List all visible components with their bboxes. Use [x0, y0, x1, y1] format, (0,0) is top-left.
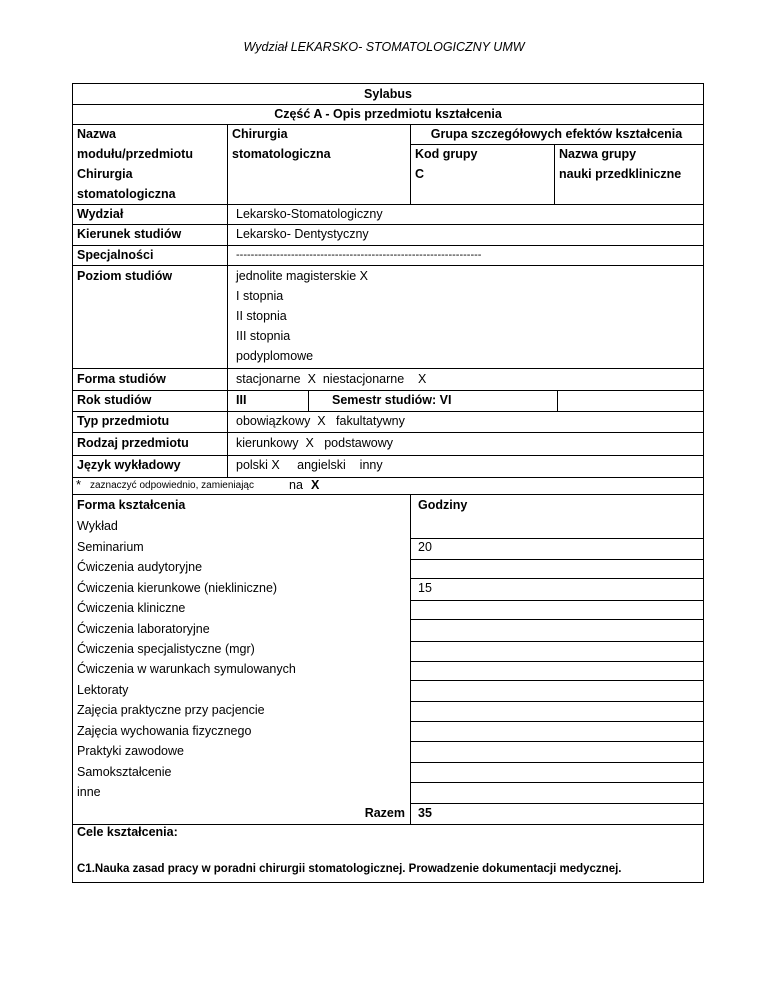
hours-row-label: Ćwiczenia w warunkach symulowanych [77, 662, 296, 676]
module-label-line-2: modułu/przedmiotu [77, 147, 193, 161]
hours-row-label: Ćwiczenia kliniczne [77, 601, 186, 615]
kierunek-value: Lekarsko- Dentystyczny [236, 227, 369, 241]
hours-row-value: 15 [418, 581, 432, 595]
cele-c1: C1.Nauka zasad pracy w poradni chirurgii stomatologicznej. Prowadzenie dokumentacji medycznej. [77, 863, 622, 875]
note-star: * [76, 477, 82, 492]
typ-value: obowiązkowy X fakultatywny [236, 414, 405, 428]
hours-row-value: 20 [418, 540, 432, 554]
hours-row-label: Seminarium [77, 540, 144, 554]
poziom-value-3: II stopnia [236, 309, 287, 323]
wydzial-label: Wydział [77, 207, 124, 221]
hours-row-label: Praktyki zawodowe [77, 744, 184, 758]
group-code-label: Kod grupy [415, 147, 478, 161]
hours-row-label: Ćwiczenia laboratoryjne [77, 622, 210, 636]
poziom-value-4: III stopnia [236, 329, 291, 343]
hours-row-label: Zajęcia praktyczne przy pacjencie [77, 703, 265, 717]
hours-row-label: Zajęcia wychowania fizycznego [77, 724, 252, 738]
specjalnosci-label: Specjalności [77, 248, 154, 262]
specjalnosci-value: ------------------------------------------------------------------- [236, 249, 482, 261]
poziom-value-5: podyplomowe [236, 349, 314, 363]
poziom-value-1: jednolite magisterskie X [236, 269, 369, 283]
hours-row-label: Ćwiczenia specjalistyczne (mgr) [77, 642, 255, 656]
total-value: 35 [418, 806, 432, 820]
jezyk-label: Język wykładowy [77, 458, 181, 472]
hours-row-label: Samokształcenie [77, 765, 172, 779]
hours-row-label: inne [77, 785, 101, 799]
semestr-value: Semestr studiów: VI [332, 393, 452, 407]
rodzaj-label: Rodzaj przedmiotu [77, 436, 189, 450]
group-name-label: Nazwa grupy [559, 147, 637, 161]
forma-label: Forma studiów [77, 372, 166, 386]
note-text: zaznaczyć odpowiednio, zamieniając [90, 480, 254, 491]
hours-row-label: Ćwiczenia kierunkowe (niekliniczne) [77, 581, 278, 595]
module-label-line-4: stomatologiczna [77, 187, 176, 201]
hours-row-label: Ćwiczenia audytoryjne [77, 560, 203, 574]
note-x: X [311, 478, 320, 492]
rok-label: Rok studiów [77, 393, 152, 407]
poziom-label: Poziom studiów [77, 269, 173, 283]
module-label-line-1: Nazwa [77, 127, 116, 141]
table-title: Sylabus [364, 87, 412, 101]
document-header: Wydział LEKARSKO- STOMATOLOGICZNY UMW [243, 40, 525, 54]
typ-label: Typ przedmiotu [77, 414, 170, 428]
hours-row-label: Wykład [77, 519, 118, 533]
forma-value: stacjonarne X niestacjonarne X [236, 372, 427, 386]
hours-header-left: Forma kształcenia [77, 498, 186, 512]
wydzial-value: Lekarsko-Stomatologiczny [236, 207, 383, 221]
group-code-value: C [415, 167, 425, 181]
group-name-value: nauki przedkliniczne [559, 167, 682, 181]
kierunek-label: Kierunek studiów [77, 227, 182, 241]
module-name-line-1: Chirurgia [232, 127, 288, 141]
module-name-line-2: stomatologiczna [232, 147, 331, 161]
table-subtitle: Część A - Opis przedmiotu kształcenia [274, 107, 502, 121]
jezyk-value: polski X angielski inny [236, 458, 383, 472]
cele-label: Cele kształcenia: [77, 825, 178, 839]
hours-row-label: Lektoraty [77, 683, 129, 697]
poziom-value-2: I stopnia [236, 289, 284, 303]
rodzaj-value: kierunkowy X podstawowy [236, 436, 394, 450]
total-label: Razem [364, 806, 405, 820]
module-label-line-3: Chirurgia [77, 167, 133, 181]
rok-value: III [236, 393, 247, 407]
hours-header-right: Godziny [418, 498, 468, 512]
group-header: Grupa szczegółowych efektów kształcenia [430, 127, 683, 141]
note-na: na [289, 478, 303, 492]
